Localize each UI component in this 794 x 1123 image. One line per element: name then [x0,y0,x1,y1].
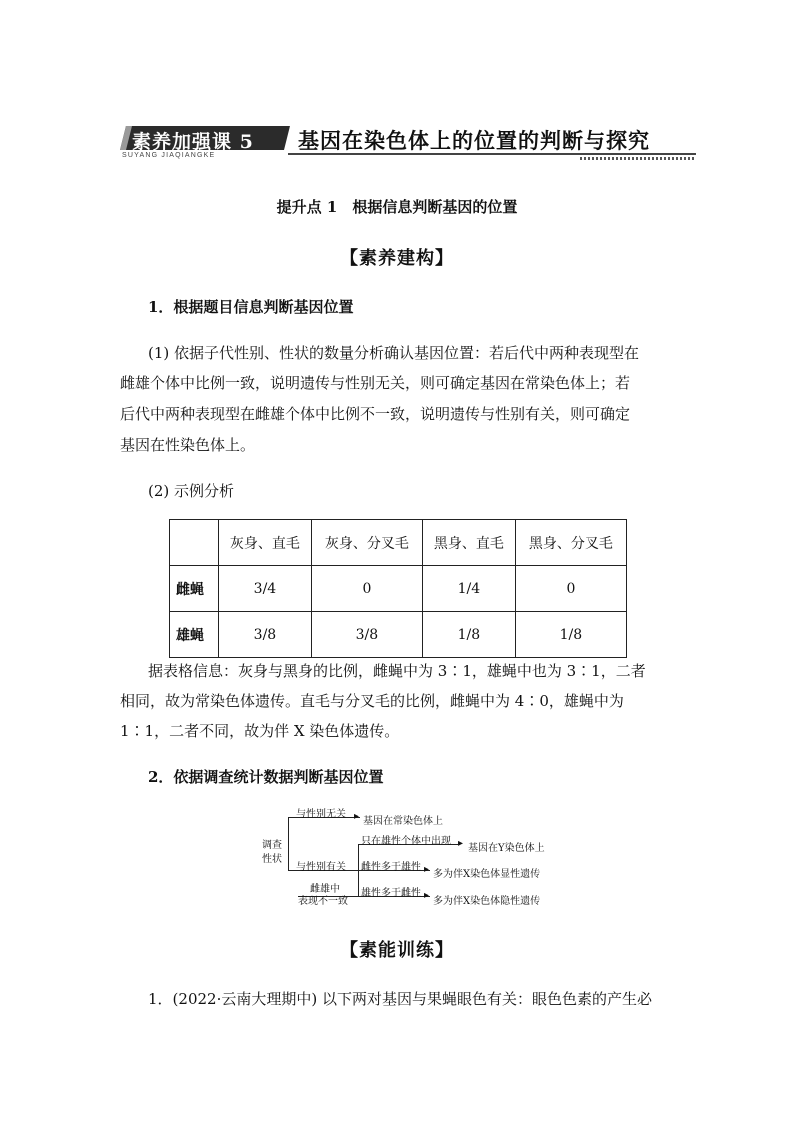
flow-root-label: 调查 [262,840,282,851]
question-1: 1．(2022·云南大理期中) 以下两对基因与果蝇眼色有关：眼色色素的产生必 [148,990,652,1008]
table-header-cell: 黑身、直毛 [422,520,515,566]
table-cell: 3/8 [219,612,312,658]
table-cell: 0 [311,566,422,612]
example-table [169,519,627,658]
flow-branch-label: 与性别无关 [296,809,346,820]
flow-branch-line [288,817,289,870]
table-header-cell: 灰身、分叉毛 [311,520,422,566]
arrow-icon: ▸ [424,890,430,901]
table-header-cell: 灰身、直毛 [219,520,312,566]
flow-root-label: 性状 [262,854,282,865]
lesson-subtitle: 提升点 1 根据信息判断基因的位置 [276,198,518,216]
table-cell: 3/8 [311,612,422,658]
flow-branch-label: 与性别有关 [296,862,346,873]
para2-heading: (2) 示例分析 [148,482,235,500]
flow-branch-label: 只在雄性个体中出现 [361,836,451,847]
section-heading-construct: 【素养建构】 [340,248,454,269]
item1-heading: 1．根据题目信息判断基因位置 [148,298,354,316]
table-cell: 1/8 [422,612,515,658]
arrow-icon: ▸ [354,811,360,822]
flow-branch-label: 雌雄中 [310,884,340,895]
flow-branch-label: 雄性多于雌性 [361,888,421,899]
para1-line: 基因在性染色体上。 [120,436,256,454]
chapter-title: 基因在染色体上的位置的判断与探究 [298,128,650,153]
table-corner-cell [170,520,219,566]
para1-line: (1) 依据子代性别、性状的数量分析确认基因位置：若后代中两种表现型在 [148,344,640,362]
flow-result: 基因在常染色体上 [363,816,443,827]
chapter-banner [120,122,698,162]
chapter-badge-label: 素养加强课 5 [132,131,254,153]
flow-result: 基因在Y染色体上 [468,843,545,854]
chapter-badge-pinyin: SUYANG JIAQIANGKE [122,152,216,159]
item2-heading: 2．依据调查统计数据判断基因位置 [148,768,384,786]
gene-location-flowchart [258,800,578,918]
flow-result: 多为伴X染色体显性遗传 [433,869,541,880]
table-cell: 1/8 [515,612,626,658]
para3-line: 1∶1，二者不同，故为伴 X 染色体遗传。 [120,722,400,740]
para1-line: 后代中两种表现型在雌雄个体中比例不一致，说明遗传与性别有关，则可确定 [120,405,631,423]
arrow-icon: ▸ [458,838,464,849]
flow-branch-label: 表现不一致 [298,896,348,907]
section-heading-training: 【素能训练】 [340,940,454,961]
table-row [170,566,627,612]
table-row-header: 雄蝇 [170,612,219,658]
table-header-row [170,520,627,566]
table-cell: 3/4 [219,566,312,612]
para3-line: 相同，故为常染色体遗传。直毛与分叉毛的比例，雌蝇中为 4∶0，雄蝇中为 [120,692,624,710]
title-rule-dotted [580,157,696,160]
title-rule [288,153,696,155]
table-header-cell: 黑身、分叉毛 [515,520,626,566]
arrow-icon: ▸ [424,864,430,875]
para3-line: 据表格信息：灰身与黑身的比例，雌蝇中为 3∶1，雄蝇中也为 3∶1，二者 [148,662,646,680]
table-row [170,612,627,658]
table-row-header: 雌蝇 [170,566,219,612]
flow-branch-label: 雌性多于雄性 [361,862,421,873]
para1-line: 雌雄个体中比例一致，说明遗传与性别无关，则可确定基因在常染色体上；若 [120,374,631,392]
table-cell: 0 [515,566,626,612]
table-cell: 1/4 [422,566,515,612]
flow-result: 多为伴X染色体隐性遗传 [433,896,541,907]
